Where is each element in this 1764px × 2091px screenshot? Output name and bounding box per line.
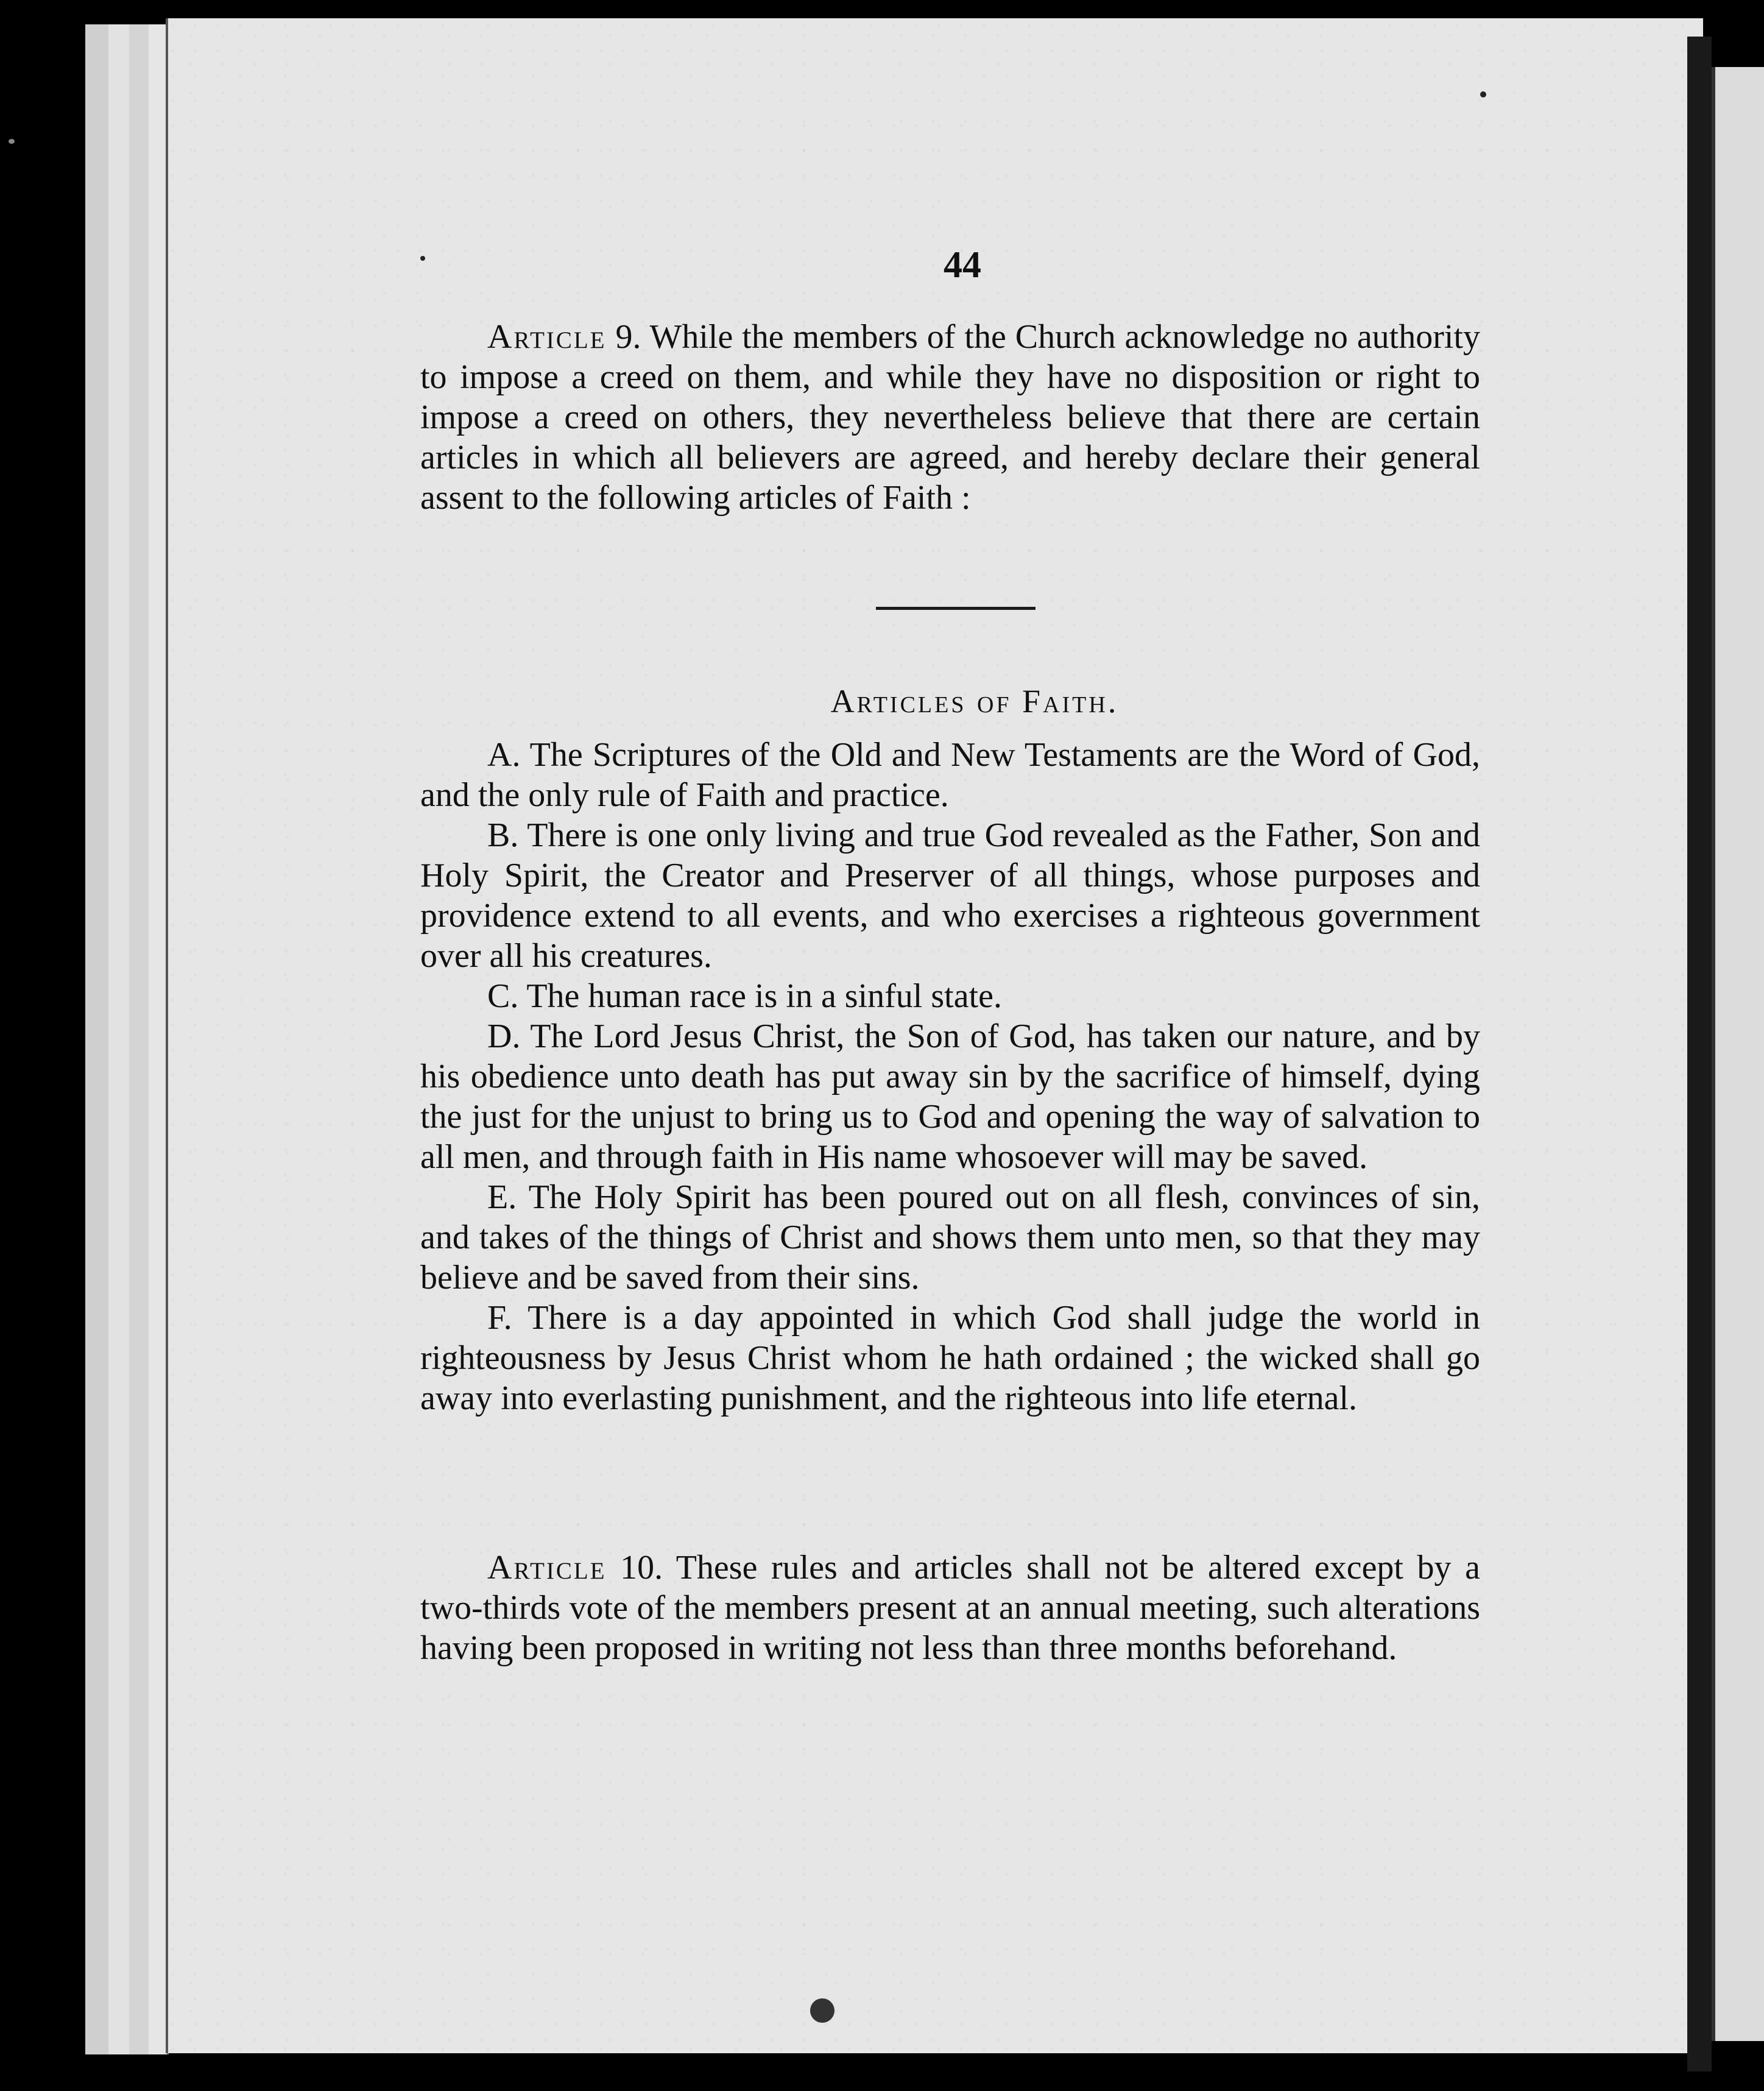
article-text: These rules and articles shall not be altered except by a two-thirds vote of the members present at an annual meeting, such alterations having been proposed in writing not less than three months beforehand.	[420, 1549, 1480, 1667]
article-label: Article	[487, 1549, 607, 1587]
section-divider	[876, 607, 1035, 610]
book-gutter	[1687, 37, 1712, 2072]
scan-blemish	[1480, 91, 1486, 97]
faith-article-b: B. There is one only living and true God revealed as the Father, Son and Holy Spirit, the Creator and Preserver of all things, whose purposes and providence extend to all events, and who exercises a righteous government over all his creatures.	[420, 816, 1480, 975]
scan-blemish	[420, 256, 425, 261]
section-heading: Articles of Faith.	[830, 683, 1119, 720]
page-number: 44	[944, 244, 981, 286]
page-edge	[85, 24, 111, 2054]
facing-page-edge	[1712, 67, 1764, 2041]
article-label: Article	[487, 318, 607, 356]
article-number: 10.	[606, 1549, 676, 1587]
faith-article-c: C. The human race is in a sinful state.	[487, 977, 1002, 1015]
scan-blemish	[9, 139, 15, 144]
faith-article-a: A. The Scriptures of the Old and New Testaments are the Word of God, and the only rule of Faith and practice.	[420, 736, 1480, 814]
faith-article-f: F. There is a day appointed in which God shall judge the world in righteousness by Jesus Christ whom he hath ordained ; the wicked shall go away into everlasting punishment, and the righteous into life eternal.	[420, 1299, 1480, 1417]
faith-article-e: E. The Holy Spirit has been poured out on all flesh, convinces of sin, and takes of the things of Christ and shows them unto men, so that they may believe and be saved from their sins.	[420, 1178, 1480, 1297]
article-9	[420, 317, 1480, 518]
scan-blemish	[810, 1998, 834, 2023]
faith-article-d: D. The Lord Jesus Christ, the Son of God, has taken our nature, and by his obedience unto death has put away sin by the sacrifice of himself, dying the just for the unjust to bring us to God and opening the way of salvation to all men, and through faith in His name whosoever will may be saved.	[420, 1017, 1480, 1176]
article-10	[420, 1548, 1480, 1668]
article-text: While the members of the Church acknowledge no authority to impose a creed on them, and while they have no disposition or right to impose a creed on others, they nevertheless believe that there are certain articles in which all believers are agreed, and hereby declare their general assent to the following articles of Faith :	[420, 318, 1480, 517]
articles-of-faith-list	[420, 735, 1480, 1418]
article-number: 9.	[606, 318, 650, 356]
